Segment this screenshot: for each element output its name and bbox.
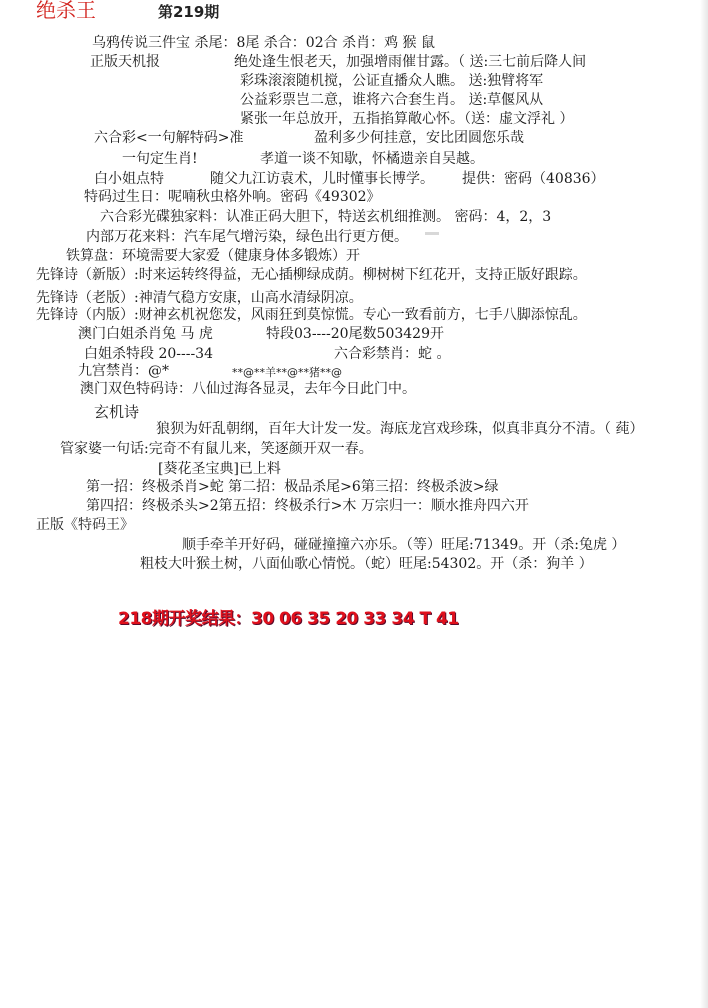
line-white-kill-segment: 白姐杀特段 20----34 [84, 346, 214, 362]
line-special-king-2: 粗枝大叶猴土树，八面仙歌心情悦。（蛇）旺尾:54302。开（杀：狗羊 ） [140, 556, 593, 572]
line-one-sentence-text: 盈利多少何挂意，安比团圆您乐哉 [314, 130, 524, 146]
line-disc-exclusive: 六合彩光碟独家料：认准正码大胆下，特送玄机细推测。 密码：4，2，3 [100, 209, 552, 225]
line-zodiac-label: 一句定生肖! [122, 151, 198, 167]
issue-number: 第219期 [158, 3, 220, 21]
line-sunflower-header: [葵花圣宝典]已上料 [158, 461, 281, 477]
line-white-lady-label: 白小姐点特 [94, 171, 164, 187]
line-zodiac-text: 孝道一谈不知歇，怀橘遗亲自吴越。 [260, 151, 484, 167]
line-housekeeper: 管家婆一句话:完奇不有鼠儿来，笑逐颜开双一春。 [60, 441, 373, 457]
line-mystery-poem-label: 玄机诗 [94, 403, 140, 421]
line-nine-palace-code: **@**羊**@**猪**@ [232, 366, 342, 379]
line-abacus: 铁算盘：环境需要大家爱（健康身体多锻炼）开 [66, 248, 360, 264]
line-pioneer-new: 先锋诗（新版）:时来运转终得益，无心插柳绿成荫。柳树树下红花开，支持正版好跟踪。 [36, 267, 587, 283]
page-edge-shadow [700, 0, 708, 1008]
page-title: 绝杀王 [36, 0, 96, 22]
line-tianji-1: 绝处逢生恨老天，加强增雨催甘露。（ 送:三七前后降人间 [234, 54, 587, 70]
line-tianji-4: 紧张一年总放开，五指掐算敞心怀。（送：虚文浮礼 ） [240, 111, 574, 127]
line-tianji-3: 公益彩票岂二意，谁将六合套生肖。 送:草偃风从 [240, 92, 544, 108]
line-special-king-1: 顺手牵羊开好码，碰碰撞撞六亦乐。（等）旺尾:71349。开（杀:兔虎 ） [182, 537, 626, 553]
line-pioneer-old: 先锋诗（老版）:神清气稳方安康，山高水清绿阴凉。 [36, 290, 363, 306]
line-tianji-2: 彩珠滚滚随机搅，公证直播众人瞧。 送:独臂将军 [240, 73, 544, 89]
line-white-lady-code: 提供：密码（40836） [462, 171, 605, 187]
line-nine-palace-label: 九宫禁肖：@* [78, 363, 169, 379]
stray-mark [425, 232, 439, 235]
line-macau-double: 澳门双色特码诗：八仙过海各显灵，去年今日此门中。 [80, 381, 416, 397]
draw-result: 218期开奖结果：30 06 35 20 33 34 T 41 [118, 609, 459, 629]
line-moves-1-3: 第一招：终极杀肖>蛇 第二招：极品杀尾>6第三招：终极杀波>绿 [86, 479, 499, 495]
line-white-lady-text: 随父九江访袁术，儿时懂事长博学。 [210, 171, 434, 187]
line-pioneer-inner: 先锋诗（内版）:财神玄机祝您发，风雨狂到莫惊慌。专心一致看前方，七手八脚添惊乱。 [36, 307, 587, 323]
line-moves-4-6: 第四招：终极杀头>2第五招：终极杀行>木 万宗归一：顺水推舟四六开 [86, 498, 529, 514]
line-special-king-label: 正版《特码王》 [36, 517, 134, 533]
line-macau-kill-segment: 特段03----20尾数503429开 [266, 326, 444, 342]
line-mystery-poem: 狼狈为奸乱朝纲，百年大计发一发。海底龙宫戏珍珠，似真非真分不清。（ 莼） [156, 421, 644, 437]
line-birthday: 特码过生日：呢喃秋虫格外响。密码《49302》 [84, 189, 381, 205]
line-one-sentence-label: 六合彩<一句解特码>准 [94, 130, 244, 146]
line-crow-legend: 乌鸦传说三件宝 杀尾：8尾 杀合：02合 杀肖：鸡 猴 鼠 [92, 35, 435, 51]
line-internal-source: 内部万花来料：汽车尾气增污染，绿色出行更方便。 [86, 229, 408, 245]
line-macau-kill-label: 澳门白姐杀肖兔 马 虎 [78, 326, 213, 342]
line-tianji-label: 正版天机报 [90, 54, 160, 70]
line-banned-zodiac: 六合彩禁肖：蛇 。 [334, 346, 451, 362]
